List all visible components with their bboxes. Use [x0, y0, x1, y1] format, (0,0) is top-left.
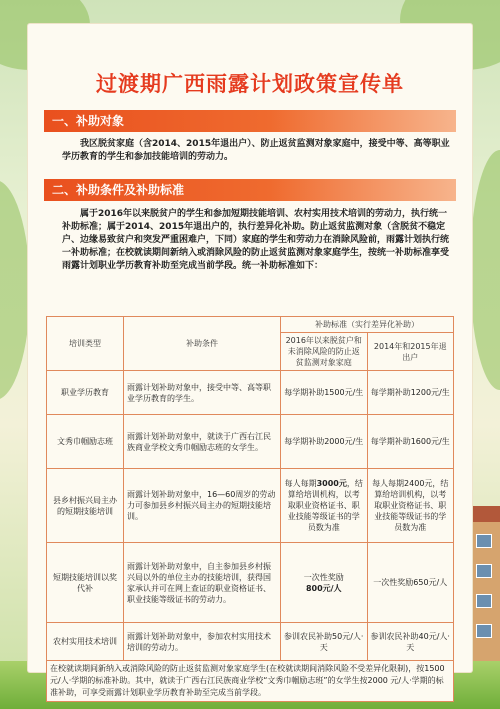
table-note: 在校就读期间新纳入或消除风险的防止返贫监测对象家庭学生(在校就读期间消除风险不受差异化限制)，按1500 元/人·学期的标准补助。其中，就读于广西右江民族商业学校“文秀巾帼励志班”的女学生按2000 元/人·学期的标准补助，可享受雨露计划职业学历教育补助至完成当前学段。: [47, 661, 454, 702]
standard-a-prefix: 每人每期: [284, 479, 317, 488]
row-condition: 雨露计划补助对象中，自主参加县乡村振兴局以外的单位主办的技能培训，获得国家承认并可在网上查证的职业资格证书、职业技能等级证书的劳动力。: [124, 543, 281, 623]
standard-a-amount: 3000元: [316, 479, 347, 488]
flyer-card: [28, 24, 472, 697]
table-row: [47, 371, 454, 415]
background-house: [468, 520, 500, 670]
row-type: 职业学历教育: [47, 371, 124, 415]
row-standard-b: 一次性奖励650元/人: [367, 543, 454, 623]
standard-a-amount: 800元/人: [305, 583, 342, 593]
row-condition: 雨露计划补助对象中，参加农村实用技术培训的劳动力。: [124, 623, 281, 661]
section-text-subsidy-target: 我区脱贫家庭（含2014、2015年退出户）、防止返贫监测对象家庭中，接受中等、高等职业学历教育的学生和参加技能培训的劳动力。: [62, 139, 450, 162]
row-type: 县乡村振兴局主办的短期技能培训: [47, 469, 124, 543]
row-condition: 雨露计划补助对象中，就读于广西右江民族商业学校文秀巾帼励志班的女学生。: [124, 415, 281, 469]
table-header-col-a: 2016年以来脱贫户和未消除风险的防止返贫监测对象家庭: [281, 333, 368, 371]
subsidy-standards-table: [46, 316, 454, 702]
row-standard-a: 每学期补助2000元/生: [281, 415, 368, 469]
row-type: 短期技能培训以奖代补: [47, 543, 124, 623]
row-standard-b: 每人每期2400元，结算给培训机构，以考取职业资格证书、职业技能等级证书的学员数为准: [367, 469, 454, 543]
page-title: 过渡期广西雨露计划政策宣传单: [96, 72, 404, 96]
row-standard-b: 参训农民补助40元/人·天: [367, 623, 454, 661]
row-standard-b: 每学期补助1200元/生: [367, 371, 454, 415]
section-heading-subsidy-target: 一、补助对象: [44, 110, 456, 132]
table-header-type: 培训类型: [47, 317, 124, 371]
row-condition: 雨露计划补助对象中，16—60周岁的劳动力可参加县乡村振兴局主办的短期技能培训。: [124, 469, 281, 543]
standard-a-suffix: ，结算给培训机构，以考取职业资格证书、职业技能等级证书的学员数为准: [287, 479, 363, 532]
table-header-condition: 补助条件: [124, 317, 281, 371]
row-condition: 雨露计划补助对象中，接受中等、高等职业学历教育的学生。: [124, 371, 281, 415]
table-header-standard: 补助标准（实行差异化补助）: [281, 317, 454, 333]
background-tree: [0, 180, 30, 400]
standard-a-prefix: 一次性奖励: [303, 572, 344, 582]
section-heading-conditions-standards: 二、补助条件及补助标准: [44, 179, 456, 201]
row-standard-a: 每学期补助1500元/生: [281, 371, 368, 415]
row-standard-a: 参训农民补助50元/人·天: [281, 623, 368, 661]
table-note-row: [47, 661, 454, 702]
table-row: [47, 623, 454, 661]
row-standard-a: [281, 469, 368, 543]
table-header-col-b: 2014年和2015年退出户: [367, 333, 454, 371]
table-row: [47, 415, 454, 469]
table-row: [47, 543, 454, 623]
background-tree: [470, 150, 500, 390]
section-text-conditions-standards: 属于2016年以来脱贫户的学生和参加短期技能培训、农村实用技术培训的劳动力，执行统一补助标准；属于2014、2015年退出户的，执行差异化补助。防止返贫监测对象（含脱贫不稳定户、边缘易致贫户和突发严重困难户，下同）家庭的学生和劳动力在消除风险前，雨露计划执行统一补助标准；在校就读期间新纳入或消除风险的防止返贫监测对象家庭学生，按统一补助标准享受雨露计划职业学历教育补助至完成当前学段。统一补助标准如下：: [62, 209, 450, 271]
table-row: [47, 469, 454, 543]
row-type: 农村实用技术培训: [47, 623, 124, 661]
row-standard-a: [281, 543, 368, 623]
row-standard-b: 每学期补助1600元/生: [367, 415, 454, 469]
row-type: 文秀巾帼励志班: [47, 415, 124, 469]
